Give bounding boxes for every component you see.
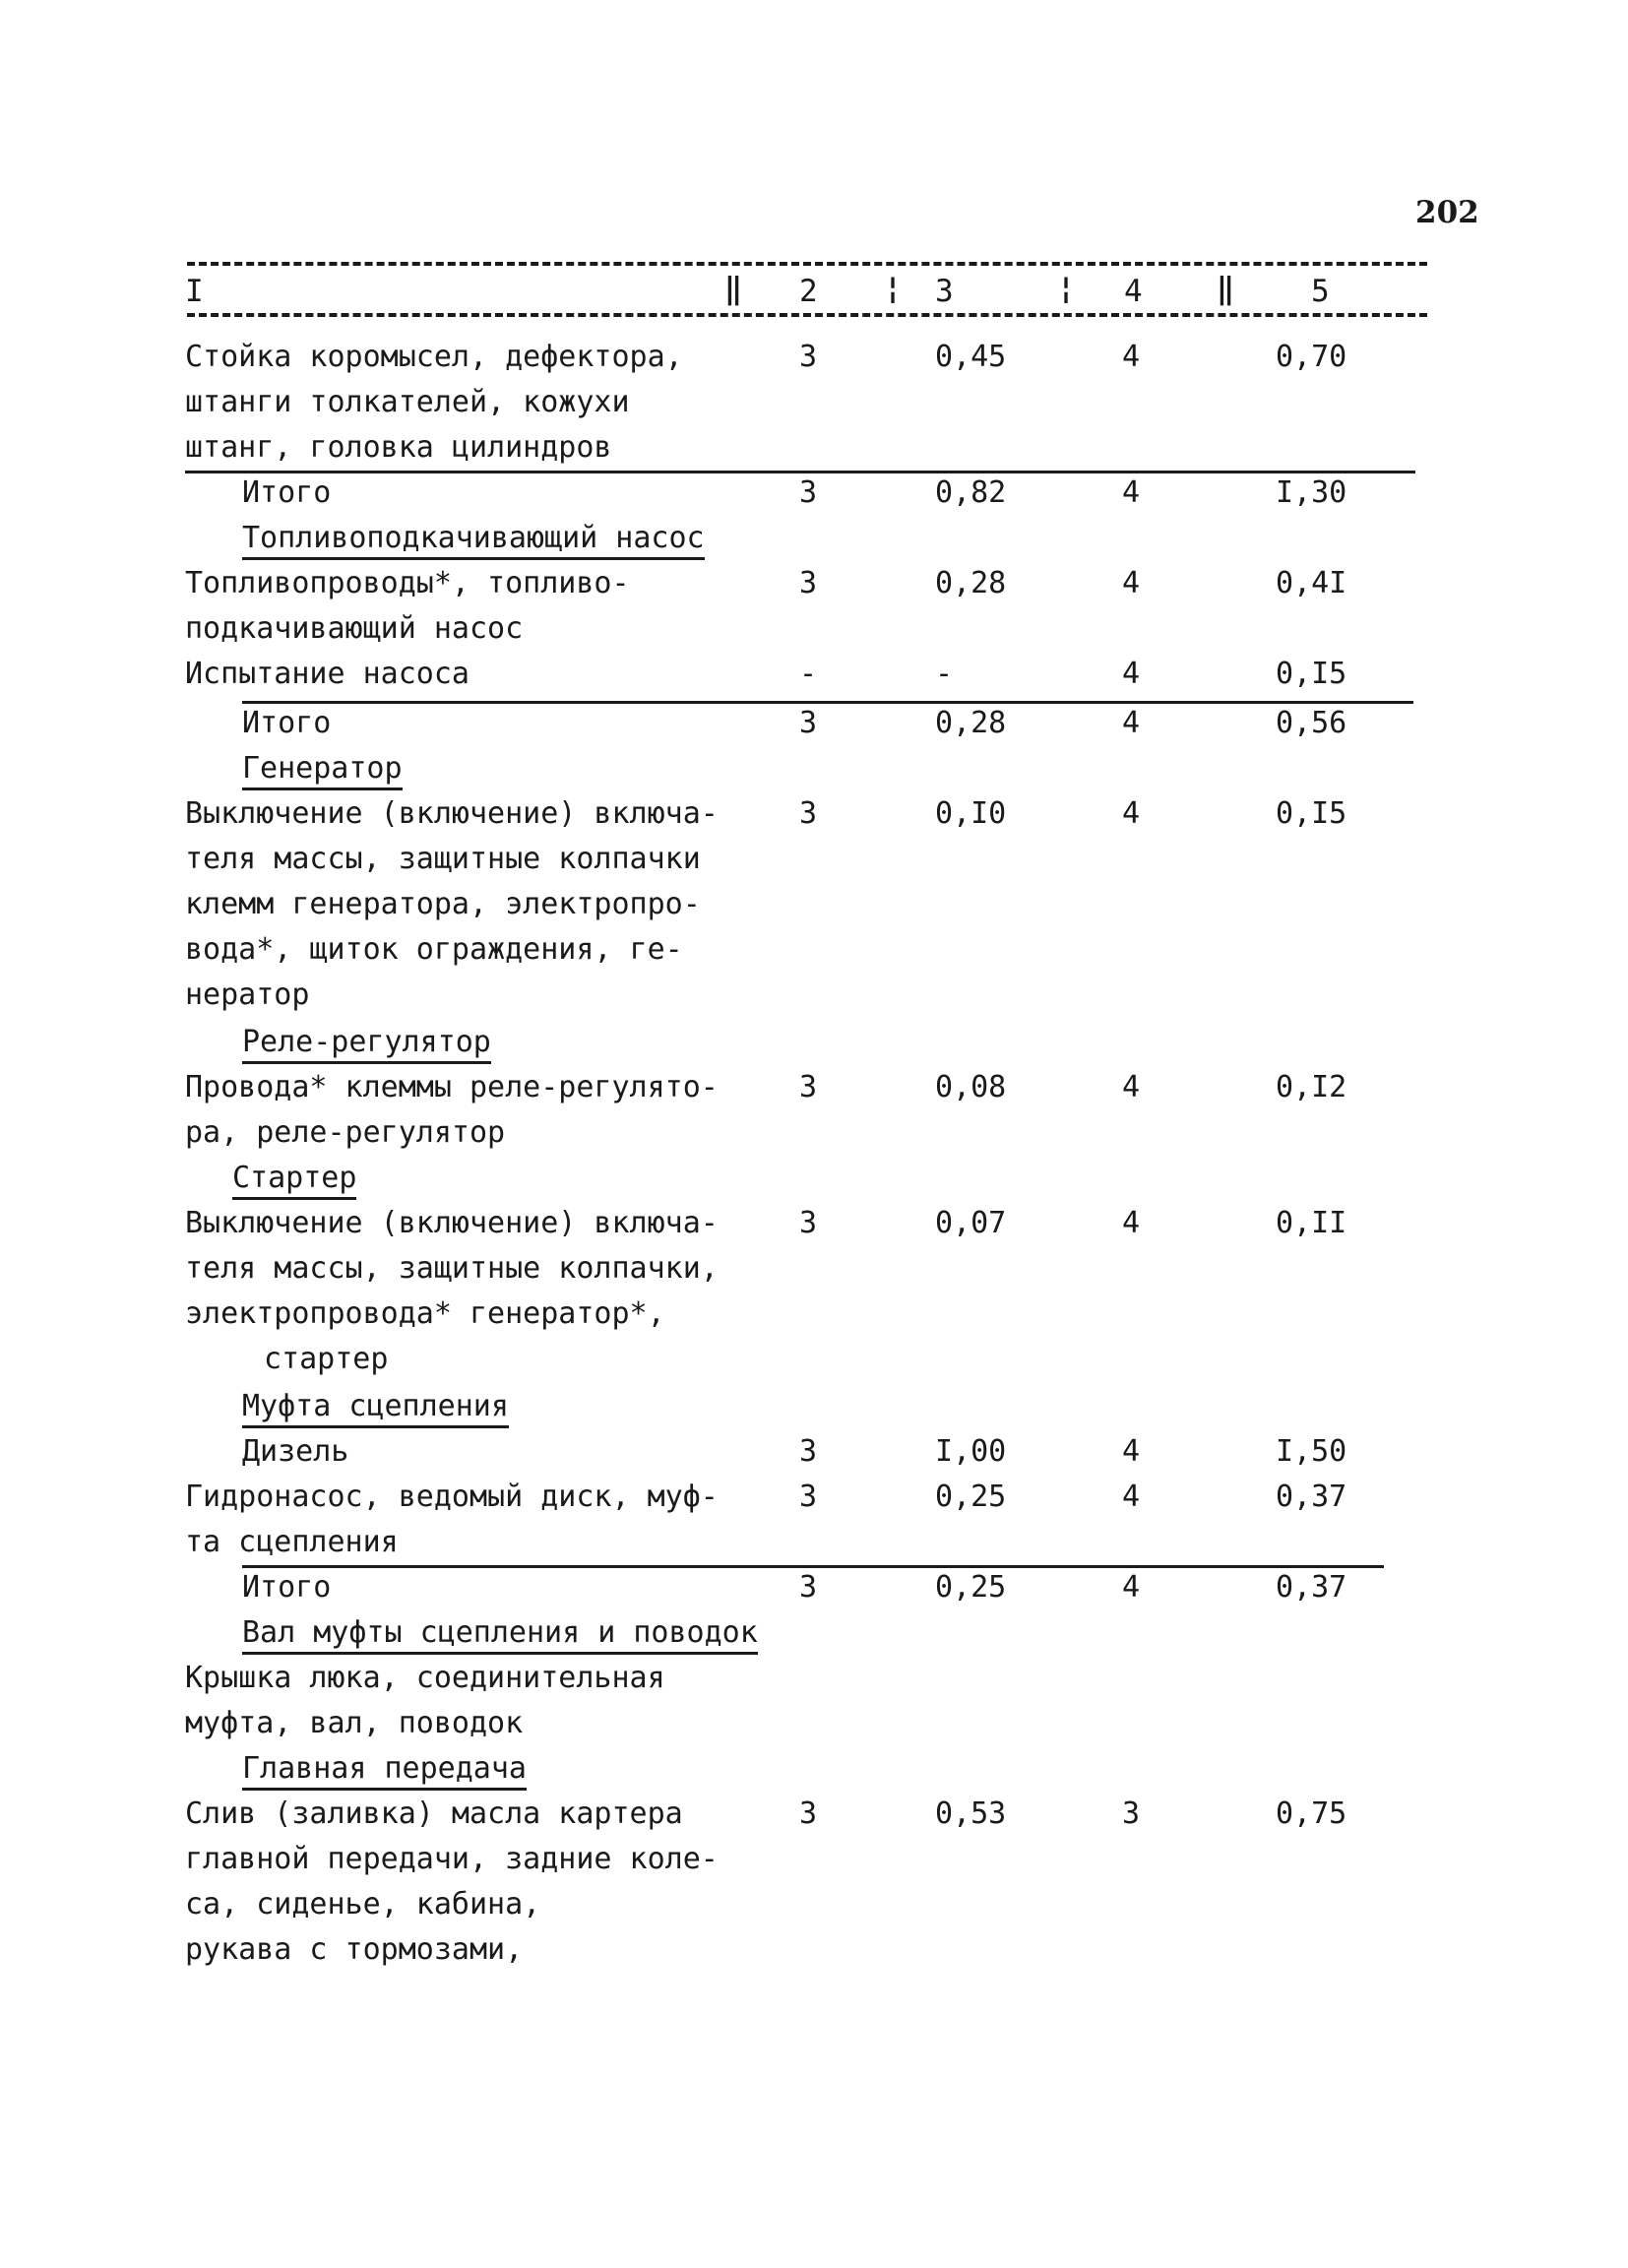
cell-col-4: 4	[1122, 657, 1141, 691]
section-heading: Генератор	[242, 746, 403, 791]
header-col-2: 2	[799, 274, 818, 309]
row-description: Крышка люка, соединительная	[185, 1661, 665, 1695]
row-description: клемм генератора, электропро-	[185, 887, 701, 921]
cell-col-5: 0,37	[1276, 1480, 1347, 1514]
header-col-4: 4	[1124, 274, 1143, 309]
cell-col-3: 0,25	[935, 1570, 1007, 1605]
cell-col-2: -	[799, 657, 818, 691]
row-description: Провода* клеммы реле-регулято-	[185, 1070, 719, 1104]
cell-col-3: I,00	[935, 1434, 1007, 1469]
cell-col-2: 3	[799, 1434, 818, 1469]
cell-col-5: 0,70	[1276, 340, 1347, 374]
cell-col-3: 0,I0	[935, 796, 1007, 831]
row-description: главной передачи, задние коле-	[185, 1842, 719, 1876]
section-heading: Реле-регулятор	[242, 1020, 491, 1065]
cell-col-4: 4	[1122, 475, 1141, 510]
cell-col-3: 0,07	[935, 1206, 1007, 1240]
cell-col-5: 0,56	[1276, 706, 1347, 740]
row-description: рукава с тормозами,	[185, 1932, 524, 1967]
header-separator: ‖	[1217, 272, 1235, 306]
section-heading: Топливоподкачивающий насос	[242, 516, 705, 561]
row-description: Слив (заливка) масла картера	[185, 1796, 683, 1831]
cell-col-2: 3	[799, 1206, 818, 1240]
cell-col-4: 4	[1122, 706, 1141, 740]
header-col-5: 5	[1311, 274, 1330, 309]
cell-col-4: 4	[1122, 796, 1141, 831]
row-description: Выключение (включение) включа-	[185, 796, 719, 831]
cell-col-4: 4	[1122, 566, 1141, 600]
section-heading: Муфта сцепления	[242, 1384, 509, 1429]
cell-col-5: 0,75	[1276, 1796, 1347, 1831]
cell-col-5: 0,I2	[1276, 1070, 1347, 1104]
section-heading: Стартер	[232, 1156, 356, 1201]
header-separator: ‖	[724, 272, 743, 306]
row-description: Стойка коромысел, дефектора,	[185, 340, 683, 374]
header-col-1: I	[185, 274, 204, 309]
row-description: Топливопроводы*, топливо-	[185, 566, 630, 600]
cell-col-2: 3	[799, 566, 818, 600]
row-description: муфта, вал, поводок	[185, 1706, 524, 1740]
cell-col-2: 3	[799, 1480, 818, 1514]
cell-col-2: 3	[799, 796, 818, 831]
cell-col-4: 3	[1122, 1796, 1141, 1831]
row-description: подкачивающий насос	[185, 611, 524, 646]
cell-col-4: 4	[1122, 1206, 1141, 1240]
cell-col-2: 3	[799, 1570, 818, 1605]
header-separator: ¦	[884, 272, 903, 306]
row-description: са, сиденье, кабина,	[185, 1887, 541, 1922]
row-description: стартер	[264, 1342, 389, 1376]
row-description: Гидронасос, ведомый диск, муф-	[185, 1480, 719, 1514]
cell-col-4: 4	[1122, 340, 1141, 374]
cell-col-3: 0,53	[935, 1796, 1007, 1831]
page-number: 202	[1415, 195, 1479, 230]
cell-col-5: 0,I5	[1276, 796, 1347, 831]
cell-col-4: 4	[1122, 1434, 1141, 1469]
cell-col-2: 3	[799, 475, 818, 510]
row-description: Испытание насоса	[185, 657, 470, 691]
cell-col-2: 3	[799, 340, 818, 374]
row-description: Итого	[242, 1570, 332, 1605]
row-description: вода*, щиток ограждения, ге-	[185, 932, 683, 967]
cell-col-3: 0,82	[935, 475, 1007, 510]
cell-col-5: 0,37	[1276, 1570, 1347, 1605]
cell-col-4: 4	[1122, 1480, 1141, 1514]
cell-col-2: 3	[799, 1796, 818, 1831]
row-description: штанги толкателей, кожухи	[185, 385, 630, 419]
header-separator: ¦	[1057, 272, 1076, 306]
row-description: ра, реле-регулятор	[185, 1115, 506, 1150]
cell-col-3: 0,25	[935, 1480, 1007, 1514]
cell-col-5: 0,4I	[1276, 566, 1347, 600]
row-description: та сцепления	[185, 1525, 399, 1559]
row-description: Дизель	[242, 1434, 349, 1469]
cell-col-5: 0,II	[1276, 1206, 1347, 1240]
cell-col-3: 0,45	[935, 340, 1007, 374]
cell-col-3: -	[935, 657, 954, 691]
row-description: нератор	[185, 977, 310, 1012]
cell-col-2: 3	[799, 1070, 818, 1104]
cell-col-4: 4	[1122, 1070, 1141, 1104]
cell-col-5: I,30	[1276, 475, 1347, 510]
cell-col-3: 0,08	[935, 1070, 1007, 1104]
row-description: электропровода* генератор*,	[185, 1296, 665, 1331]
cell-col-3: 0,28	[935, 706, 1007, 740]
cell-col-3: 0,28	[935, 566, 1007, 600]
cell-col-5: 0,I5	[1276, 657, 1347, 691]
row-description: теля массы, защитные колпачки	[185, 842, 701, 876]
row-description: Выключение (включение) включа-	[185, 1206, 719, 1240]
cell-col-2: 3	[799, 706, 818, 740]
row-description: теля массы, защитные колпачки,	[185, 1251, 719, 1286]
cell-col-5: I,50	[1276, 1434, 1347, 1469]
row-description: Итого	[242, 475, 332, 510]
row-description: штанг, головка цилиндров	[185, 430, 612, 465]
section-heading: Главная передача	[242, 1746, 527, 1792]
row-description: Итого	[242, 706, 332, 740]
section-heading: Вал муфты сцепления и поводок	[242, 1610, 758, 1656]
header-col-3: 3	[935, 274, 954, 309]
cell-col-4: 4	[1122, 1570, 1141, 1605]
